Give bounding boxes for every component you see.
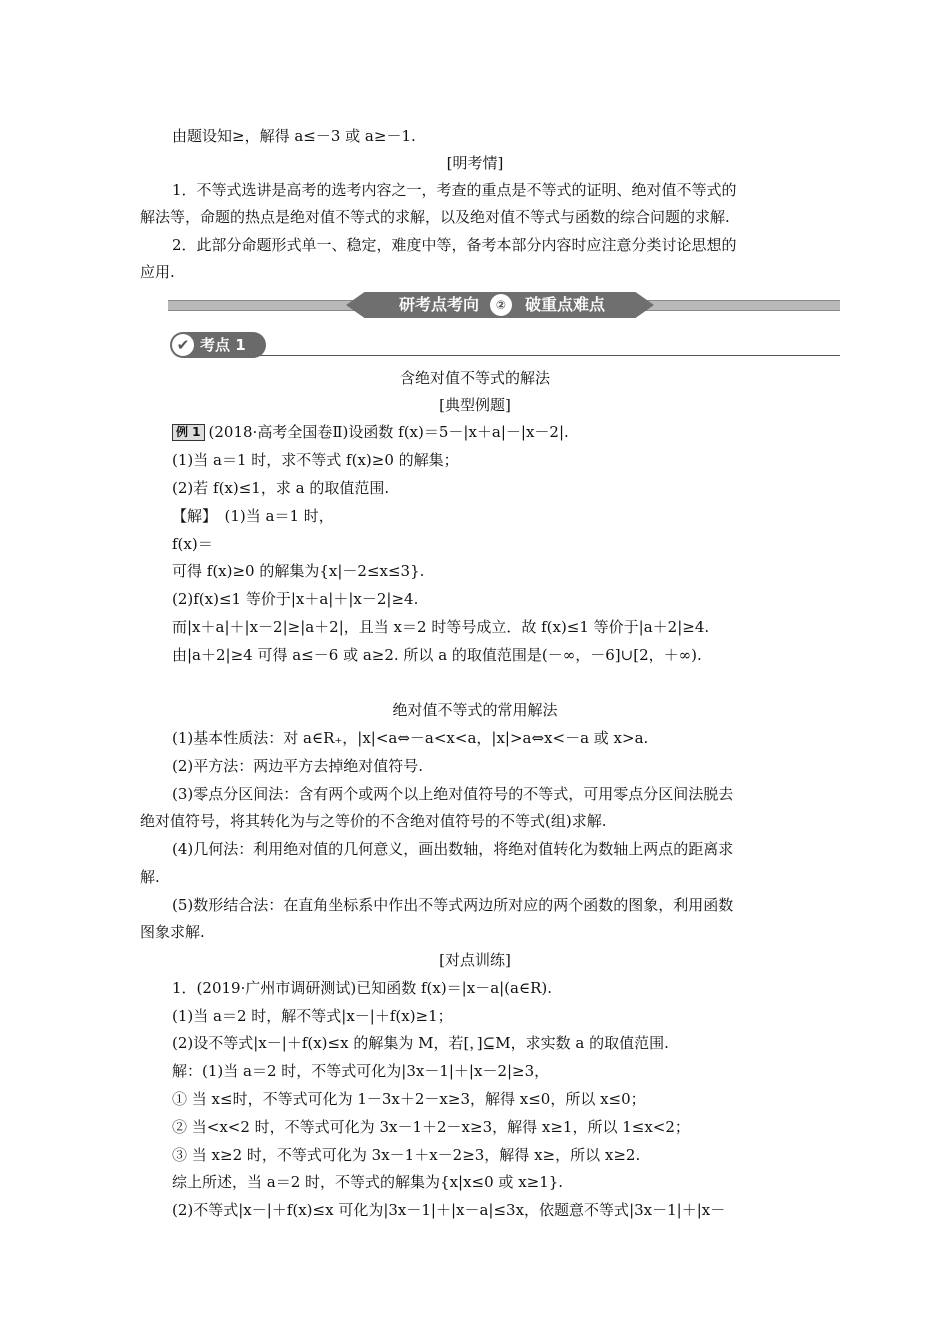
kaodian-header (170, 330, 840, 360)
text-line: (1)当 a＝2 时，解不等式|x－|＋f(x)≥1； (172, 1007, 453, 1025)
text-line: (1)当 a＝1 时，求不等式 f(x)≥0 的解集； (172, 451, 459, 469)
text-line: ③ 当 x≥2 时，不等式可化为 3x－1＋x－2≥3，解得 x≥，所以 x≥2. (172, 1146, 641, 1164)
text-line: 解：(1)当 a＝2 时，不等式可化为|3x－1|＋|x－2|≥3， (172, 1062, 550, 1080)
text-line: f(x)＝ (172, 535, 213, 553)
text-line: 绝对值符号，将其转化为与之等价的不含绝对值符号的不等式(组)求解. (140, 812, 607, 830)
text-line: (2)设不等式|x－|＋f(x)≤x 的解集为 M，若[，]⊆M，求实数 a 的取值范围. (172, 1034, 669, 1052)
banner-title-right: 破重点难点 (525, 295, 606, 314)
text-line: 1．不等式选讲是高考的选考内容之一，考查的重点是不等式的证明、绝对值不等式的 (172, 181, 737, 199)
text-line: (1)基本性质法：对 a∈R₊，|x|<a⇔－a<x<a，|x|>a⇔x<－a 或 x>a. (172, 729, 649, 747)
text-line: ② 当<x<2 时，不等式可化为 3x－1＋2－x≥3，解得 x≥1，所以 1≤x<2； (172, 1118, 690, 1136)
text-line: 解法等，命题的热点是绝对值不等式的求解，以及绝对值不等式与函数的综合问题的求解. (140, 208, 730, 226)
text-line: 由|a＋2|≥4 可得 a≤－6 或 a≥2. 所以 a 的取值范围是(－∞，－6]∪[2，＋∞). (172, 646, 702, 664)
text-line: 应用. (140, 263, 175, 281)
banner-title-left: 研考点考向 (398, 295, 479, 314)
text-line: 可得 f(x)≥0 的解集为{x|－2≤x≤3}. (172, 562, 425, 580)
text-line: (2)f(x)≤1 等价于|x＋a|＋|x－2|≥4. (172, 590, 419, 608)
text-line: (2)平方法：两边平方去掉绝对值符号. (172, 757, 424, 775)
text-line: ① 当 x≤时，不等式可化为 1－3x＋2－x≥3，解得 x≤0，所以 x≤0； (172, 1090, 646, 1108)
section-heading-exam-situation: [明考情] (446, 154, 504, 172)
text-line: 2．此部分命题形式单一、稳定，难度中等，备考本部分内容时应注意分类讨论思想的 (172, 236, 737, 254)
kaodian-tag (170, 332, 266, 358)
text-line: (5)数形结合法：在直角坐标系中作出不等式两边所对应的两个函数的图象，利用函数 (172, 896, 734, 914)
text-line: 【解】 (1)当 a＝1 时， (172, 507, 334, 525)
kaodian-label: 考点 1 (200, 336, 246, 354)
section-heading-practice: [对点训练] (439, 951, 511, 969)
text-line: (3)零点分区间法：含有两个或两个以上绝对值符号的不等式，可用零点分区间法脱去 (172, 785, 734, 803)
topic-title: 含绝对值不等式的解法 (399, 369, 550, 387)
text-line: 综上所述，当 a＝2 时，不等式的解集为{x|x≤0 或 x≥1}. (172, 1173, 564, 1191)
text-line: 而|x＋a|＋|x－2|≥|a＋2|，且当 x＝2 时等号成立．故 f(x)≤1 等价于|a＋2|≥4. (172, 618, 710, 636)
checkmark-icon: ✔ (172, 334, 194, 356)
text-line: (2)不等式|x－|＋f(x)≤x 可化为|3x－1|＋|x－a|≤3x，依题意不等式|3x－1|＋|x－ (172, 1201, 726, 1219)
section-heading-typical-examples: [典型例题] (439, 396, 511, 414)
section-banner (168, 292, 840, 318)
example-statement: (2018·高考全国卷Ⅱ)设函数 f(x)＝5－|x＋a|－|x－2|. (208, 423, 569, 441)
example-badge: 例 1 (172, 424, 205, 441)
text-line: (4)几何法：利用绝对值的几何意义，画出数轴，将绝对值转化为数轴上两点的距离求 (172, 840, 734, 858)
banner-number-icon: ② (490, 294, 512, 316)
text-line: 1．(2019·广州市调研测试)已知函数 f(x)＝|x－a|(a∈R). (172, 979, 552, 997)
text-line: 由题设知≥，解得 a≤－3 或 a≥－1. (172, 127, 416, 145)
methods-title: 绝对值不等式的常用解法 (392, 701, 558, 719)
example-line (172, 422, 569, 442)
text-line: 图象求解. (140, 923, 205, 941)
kaodian-rule (260, 355, 840, 356)
text-line: 解. (140, 868, 160, 886)
text-line: (2)若 f(x)≤1，求 a 的取值范围. (172, 479, 390, 497)
